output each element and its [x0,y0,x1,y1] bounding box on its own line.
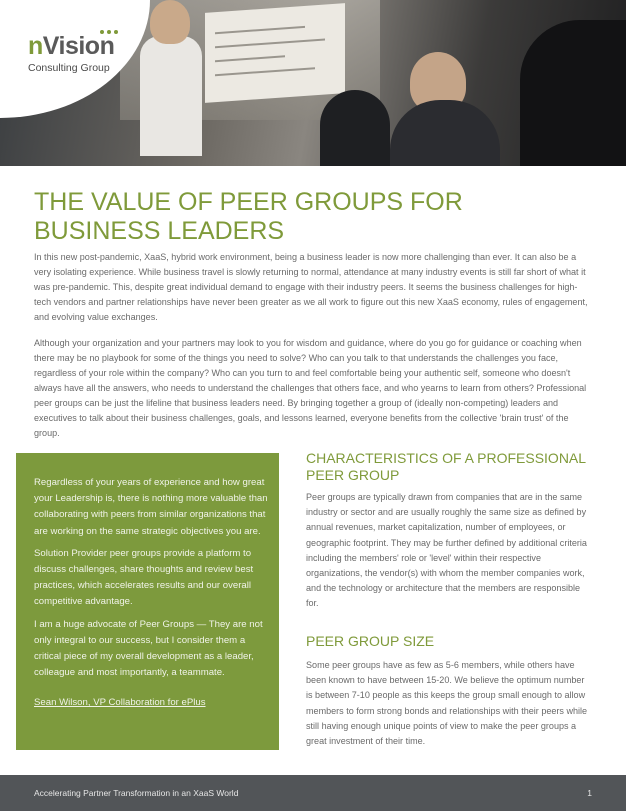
footer-tagline: Accelerating Partner Transformation in an XaaS World [34,788,239,798]
testimonial-author: Sean Wilson, VP Collaboration for ePlus [34,697,206,709]
page-number: 1 [587,788,592,798]
intro-paragraph-1: In this new post-pandemic, XaaS, hybrid work environment, being a business leader is now more challenging than ever. It can also be a very isolating experience. While business travel is slowly returning to normal, attendance at many industry events is still far short of what it was pre-pandemic. This, despite great individual demand to engage with their industry peers. It seems the business challenges for high-tech vendors and partner relationships have never been greater as we all work to figure out this new XaaS economy, rules of engagement, and evolving value exchanges. [34,252,588,322]
section-heading-characteristics: CHARACTERISTICS OF A PROFESSIONAL PEER GROUP [306,450,586,483]
section-heading-size: PEER GROUP SIZE [306,633,435,649]
page-title: THE VALUE OF PEER GROUPS FOR BUSINESS LEADERS [34,188,463,245]
testimonial-paragraph-1: Regardless of your years of experience and how great your Leadership is, there is nothing more valuable than collaborating with peers from similar organizations that are working on the same strategic objectives you are. [34,477,268,537]
logo-subtitle: Consulting Group [28,62,110,74]
testimonial-paragraph-2: Solution Provider peer groups provide a platform to discuss challenges, share thoughts and review best practices, which accelerates results and our overall competitive advantage. [34,547,254,608]
testimonial-box [16,453,279,750]
intro-paragraph-2: Although your organization and your partners may look to you for wisdom and guidance, where do you go for guidance or coaching when there may be no playbook for some of the things you need to solve? Who can you talk to that understands the challenges you face, regardless of your role within the company? Who can you turn to and feel comfortable being your authentic self, someone who doesn't always have all the answers, who needs to understand the challenges that others face, and who yearns to learn from others? Professional peer groups can be just the lifeline that business leaders need. By bringing together a group of (ideally non-competing) leaders and executives to talk about their business challenges, goals, and lessons learned, everyone benefits from the collective 'brain trust' of the group. [34,338,587,438]
testimonial-paragraph-3: I am a huge advocate of Peer Groups — They are not only integral to our success, but I consider them a critical piece of my overall development as a leader, colleague and most importantly, a teammate. [34,618,263,679]
page-footer [0,775,626,811]
section-body-size: Some peer groups have as few as 5-6 members, while others have been known to have between 15-20. We believe the optimum number is between 7-10 people as this keeps the group small enough to allow members to form strong bonds and relationships with their peers while still having enough unique points of view to make the peer groups a great investment of their time. [306,660,588,747]
logo-wordmark: nVision [28,32,115,60]
section-body-characteristics: Peer groups are typically drawn from companies that are in the same industry or sector and are usually roughly the same size as defined by annual revenues, market capitalization, number of employees, or geographic footprint. They may be further defined by additional criteria including the members' role or 'level' within their respective organizations, the vendor(s) with whom the member companies work, and the technology or architecture that the members are responsible for. [306,492,587,609]
